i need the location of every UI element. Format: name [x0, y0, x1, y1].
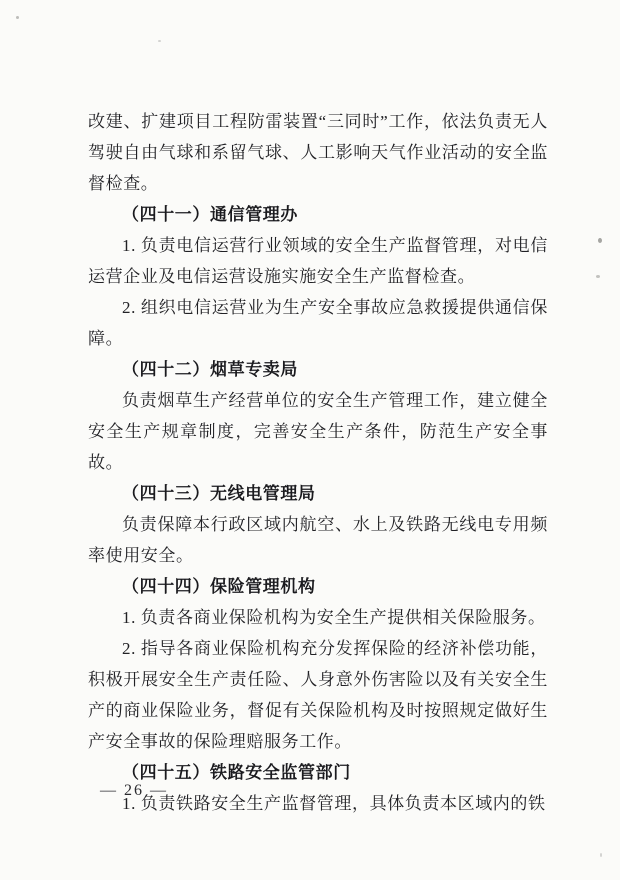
scan-speck [598, 238, 602, 243]
scan-speck [158, 40, 161, 42]
section-heading: （四十三）无线电管理局 [122, 484, 316, 503]
scan-speck [600, 853, 602, 857]
paragraph: 改建、扩建项目工程防雷装置“三同时”工作，依法负责无人驾驶自由气球和系留气球、人工影响天气作业活动的安全监督检查。 [88, 112, 548, 193]
scan-speck [596, 275, 600, 278]
section-heading: （四十五）铁路安全监管部门 [122, 763, 351, 782]
document-body [88, 106, 548, 819]
paragraph: 负责保障本行政区域内航空、水上及铁路无线电专用频率使用安全。 [88, 515, 548, 565]
paragraph: 1. 负责电信运营行业领域的安全生产监督管理，对电信运营企业及电信运营设施实施安全生产监督检查。 [88, 236, 548, 286]
paragraph: 负责烟草生产经营单位的安全生产管理工作，建立健全安全生产规章制度，完善安全生产条件，防范生产安全事故。 [88, 391, 548, 472]
paragraph: 1. 负责各商业保险机构为安全生产提供相关保险服务。 [122, 608, 546, 627]
section-heading: （四十一）通信管理办 [122, 205, 298, 224]
paragraph: 2. 组织电信运营业为生产安全事故应急救援提供通信保障。 [88, 298, 548, 348]
paragraph: 2. 指导各商业保险机构充分发挥保险的经济补偿功能，积极开展安全生产责任险、人身意外伤害险以及有关安全生产的商业保险业务，督促有关保险机构及时按照规定做好生产安全事故的保险理赔服务工作。 [88, 639, 548, 751]
section-heading: （四十四）保险管理机构 [122, 577, 316, 596]
scan-speck [16, 16, 19, 19]
section-heading: （四十二）烟草专卖局 [122, 360, 298, 379]
page-number: — 26 — [100, 782, 168, 799]
paragraph: 1. 负责铁路安全生产监督管理，具体负责本区域内的铁 [122, 794, 546, 813]
